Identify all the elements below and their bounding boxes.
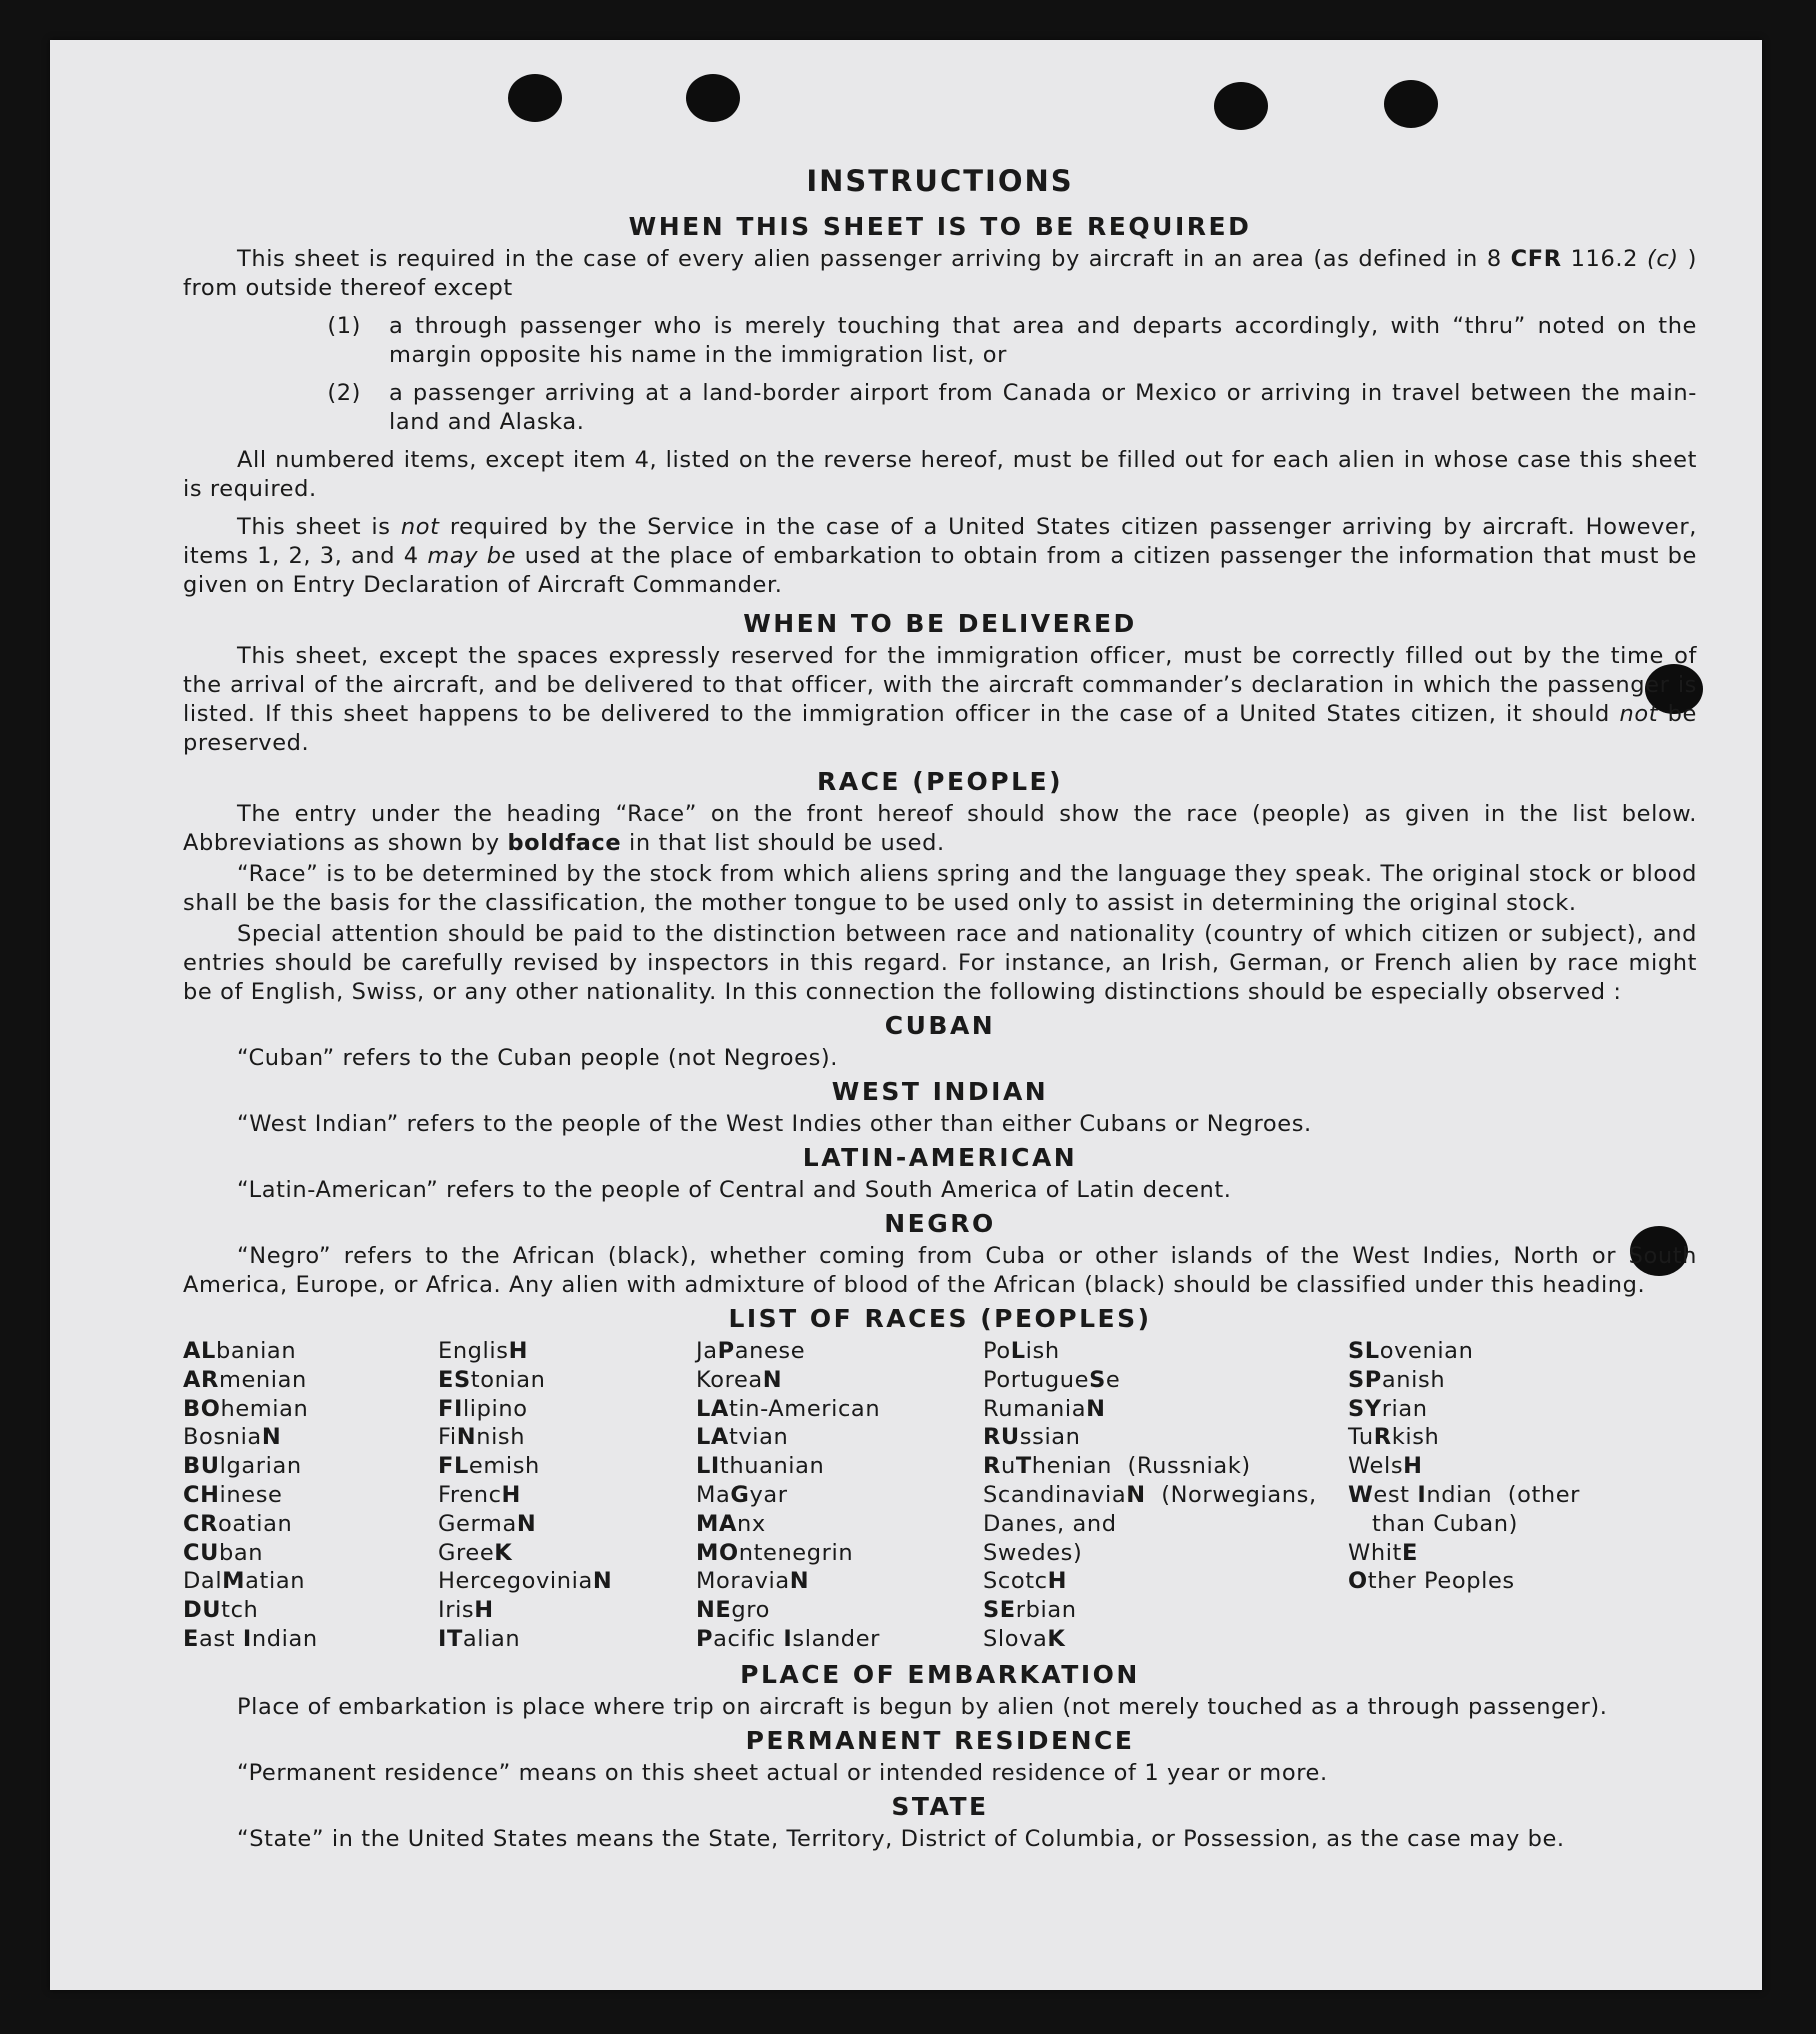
race-entry: than Cuban) — [1372, 1510, 1518, 1537]
section-heading-state: STATE — [891, 1791, 989, 1821]
paragraph-embarkation: Place of embarkation is place where trip on aircraft is begun by alien (not merely touched as a through passenger). — [237, 1693, 1608, 1720]
exception-item-2: (2) a passenger arriving at a land-border airport from Canada or Mexico or arriving in travel between the main-land and Alaska. — [327, 380, 1697, 435]
race-entry: ScandinaviaN (Norwegians, — [983, 1481, 1317, 1508]
paragraph-residence: “Permanent residence” means on this sheet actual or intended residence of 1 year or more. — [237, 1759, 1328, 1786]
race-entry: MaGyar — [696, 1481, 788, 1508]
section-heading-when-delivered: WHEN TO BE DELIVERED — [743, 609, 1137, 638]
exception-item-1: (1) a through passenger who is merely touching that area and departs accordingly, with “thru” noted on the margin opposite his name in the immigration list, or — [327, 313, 1697, 368]
race-entry: BOhemian — [183, 1395, 309, 1422]
race-entry: NEgro — [696, 1597, 771, 1624]
race-entry: SLovenian — [1348, 1338, 1474, 1364]
paragraph-race-determination: “Race” is to be determined by the stock from which aliens spring and the language they speak. The original stock or blood shall be the basis for the classification, the mother tongue to be used only to assist in determining the original stock. — [183, 861, 1697, 916]
section-heading-race: RACE (PEOPLE) — [816, 767, 1064, 796]
race-entry: MOntenegrin — [696, 1539, 854, 1566]
race-entry: Swedes) — [983, 1539, 1083, 1566]
race-entry: ARmenian — [183, 1366, 307, 1393]
race-entry: CHinese — [183, 1481, 283, 1508]
section-heading-embarkation: PLACE OF EMBARKATION — [740, 1659, 1140, 1689]
race-entry: FrencH — [438, 1481, 521, 1508]
race-entry: EStonian — [438, 1366, 546, 1393]
race-entry: JaPanese — [696, 1338, 806, 1364]
races-column — [1348, 1337, 1648, 1654]
race-entry: East Indian — [183, 1625, 318, 1652]
races-column — [438, 1337, 696, 1654]
race-entry: MoraviaN — [696, 1568, 810, 1595]
race-entry: IrisH — [438, 1597, 494, 1624]
paragraph-citizen: This sheet is not required by the Service in the case of a United States citizen passenger arriving by aircraft. However, items 1, 2, 3, and 4 may be used at the place of embarkation to obtain from a citizen passenger the information that must be given on Entry Declaration of Aircraft Commander. — [183, 514, 1697, 598]
race-entry: CUban — [183, 1539, 264, 1566]
paragraph-race-nationality: Special attention should be paid to the distinction between race and nationality (country of which citizen or subject), and entries should be carefully revised by inspectors in this regard. For instance, an Irish, German, or French alien by race might be of English, Swiss, or any other nationality. In this connection the following distinctions should be especially observed : — [183, 921, 1697, 1005]
punch-hole — [686, 74, 740, 122]
section-heading-cuban: CUBAN — [884, 1011, 996, 1040]
section-heading-west-indian: WEST INDIAN — [831, 1077, 1049, 1106]
race-entry: SlovaK — [983, 1625, 1066, 1652]
race-entry: PortugueSe — [983, 1366, 1121, 1393]
section-heading-when-required: WHEN THIS SHEET IS TO BE REQUIRED — [628, 212, 1252, 241]
races-column — [183, 1337, 438, 1654]
paragraph-west-indian: “West Indian” refers to the people of the West Indies other than either Cubans or Negroes. — [237, 1111, 1312, 1137]
race-entry: RuThenian (Russniak) — [983, 1453, 1251, 1480]
race-entry: ALbanian — [183, 1338, 297, 1364]
race-entry: MAnx — [696, 1510, 766, 1537]
race-entry: ScotcH — [983, 1568, 1068, 1595]
paragraph-state: “State” in the United States means the State, Territory, District of Columbia, or Possession, as the case may be. — [237, 1825, 1565, 1852]
race-entry: RumaniaN — [983, 1395, 1106, 1422]
race-entry: BUlgarian — [183, 1453, 302, 1480]
punch-hole — [1384, 80, 1438, 128]
punch-hole — [1214, 82, 1268, 130]
race-entry: SYrian — [1348, 1395, 1428, 1422]
races-list — [183, 1337, 1697, 1654]
instructions-content — [183, 164, 1697, 1863]
race-entry: TuRkish — [1348, 1424, 1440, 1451]
race-entry: WelsH — [1348, 1453, 1423, 1480]
race-entry: West Indian (other — [1348, 1481, 1581, 1508]
paragraph-required: This sheet is required in the case of every alien passenger arriving by aircraft in an area (as defined in 8 CFR 116.2 (c) ) from outside thereof except — [183, 246, 1697, 301]
race-entry: DalMatian — [183, 1568, 306, 1595]
races-column — [696, 1337, 983, 1654]
race-entry: FIlipino — [438, 1395, 528, 1422]
race-entry: FLemish — [438, 1453, 540, 1480]
race-entry: RUssian — [983, 1424, 1081, 1451]
race-entry: Pacific Islander — [696, 1625, 880, 1652]
race-entry: ITalian — [438, 1625, 521, 1652]
race-entry: CRoatian — [183, 1510, 293, 1537]
document-page — [50, 40, 1762, 1990]
paragraph-negro: “Negro” refers to the African (black), whether coming from Cuba or other islands of the West Indies, North or South America, Europe, or Africa. Any alien with admixture of blood of the African (black) should be classified under this heading. — [183, 1243, 1697, 1298]
race-entry: HercegoviniaN — [438, 1568, 613, 1595]
race-entry: GreeK — [438, 1539, 513, 1566]
race-entry: SPanish — [1348, 1366, 1446, 1393]
punch-hole — [508, 74, 562, 122]
section-heading-list-of-races: LIST OF RACES (PEOPLES) — [728, 1304, 1152, 1333]
race-entry: LAtin-American — [696, 1395, 881, 1422]
paragraph-cuban: “Cuban” refers to the Cuban people (not Negroes). — [237, 1045, 839, 1071]
race-entry: Danes, and — [983, 1510, 1117, 1537]
page-title: INSTRUCTIONS — [806, 164, 1074, 198]
race-entry: KoreaN — [696, 1366, 783, 1393]
race-entry: DUtch — [183, 1597, 259, 1624]
race-entry: LIthuanian — [696, 1453, 825, 1480]
section-heading-negro: NEGRO — [884, 1209, 996, 1238]
paragraph-latin-american: “Latin-American” refers to the people of Central and South America of Latin decent. — [237, 1177, 1232, 1203]
section-heading-residence: PERMANENT RESIDENCE — [745, 1725, 1135, 1755]
paragraph-race-entry: The entry under the heading “Race” on the front hereof should show the race (people) as given in the list below. Abbreviations as shown by boldface in that list should be used. — [183, 801, 1697, 856]
race-entry: BosniaN — [183, 1424, 282, 1451]
race-entry: Other Peoples — [1348, 1568, 1515, 1595]
race-entry: PoLish — [983, 1338, 1060, 1364]
paragraph-delivered: This sheet, except the spaces expressly reserved for the immigration officer, must be correctly filled out by the time of the arrival of the aircraft, and be delivered to that officer, with the aircraft commander’s declaration in which the passenger is listed. If this sheet happens to be delivered to the immigration officer in the case of a United States citizen, it should not be preserved. — [183, 643, 1698, 756]
race-entry: LAtvian — [696, 1424, 789, 1451]
section-heading-latin-american: LATIN-AMERICAN — [802, 1143, 1078, 1172]
race-entry: FiNnish — [438, 1424, 526, 1451]
race-entry: EnglisH — [438, 1338, 529, 1364]
race-entry: WhitE — [1348, 1539, 1418, 1566]
races-column — [983, 1337, 1348, 1654]
race-entry: GermaN — [438, 1510, 537, 1537]
paragraph-numbered-items: All numbered items, except item 4, listed on the reverse hereof, must be filled out for each alien in whose case this sheet is required. — [183, 447, 1697, 502]
race-entry: SErbian — [983, 1597, 1077, 1624]
